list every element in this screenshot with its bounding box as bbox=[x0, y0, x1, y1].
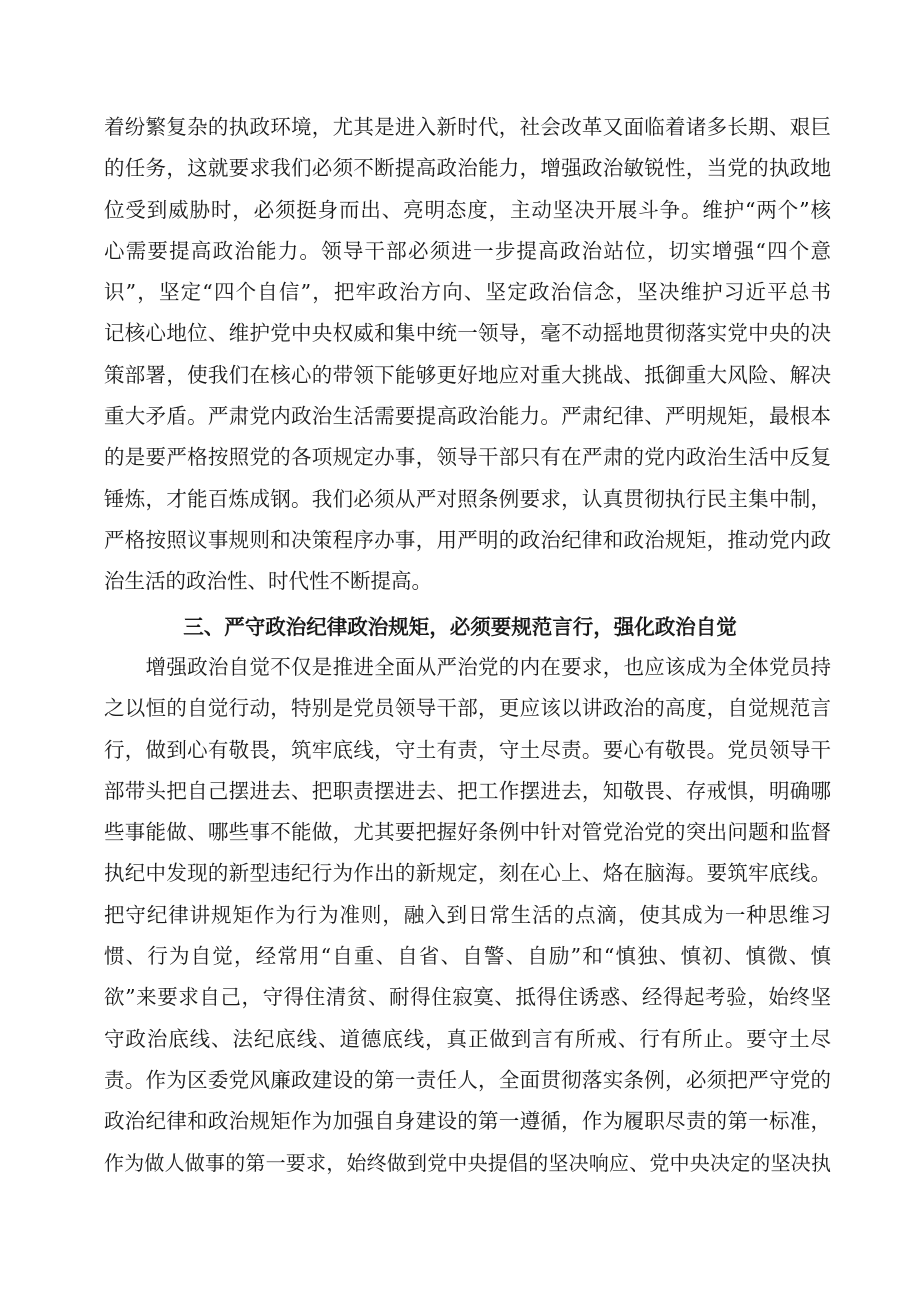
text-line: 着纷繁复杂的执政环境，尤其是进入新时代，社会改革又面临着诸多长期、艰巨 bbox=[104, 115, 831, 139]
text-line: 之以恒的自觉行动，特别是党员领导干部，更应该以讲政治的高度，自觉规范言 bbox=[104, 696, 831, 721]
text-line: 锤炼，才能百炼成钢。我们必须从严对照条例要求，认真贯彻执行民主集中制， bbox=[104, 486, 831, 511]
text-line: 惯、行为自觉，经常用“自重、自省、自警、自励”和“慎独、慎初、慎微、慎 bbox=[104, 944, 831, 969]
text-line: 部带头把自己摆进去、把职责摆进去、把工作摆进去，知敬畏、存戒惧，明确哪 bbox=[104, 778, 831, 803]
text-line: 些事能做、哪些事不能做，尤其要把握好条例中针对管党治党的突出问题和监督 bbox=[104, 820, 831, 845]
text-line: 识”，坚定“四个自信”，把牢政治方向、坚定政治信念，坚决维护习近平总书 bbox=[104, 280, 831, 305]
paragraph-political-self-awareness bbox=[104, 647, 831, 1184]
text-line: 增强政治自觉不仅是推进全面从严治党的内在要求，也应该成为全体党员持 bbox=[104, 655, 831, 679]
text-line: 把守纪律讲规矩作为行为准则，融入到日常生活的点滴，使其成为一种思维习 bbox=[104, 902, 831, 927]
text-line: 欲”来要求自己，守得住清贫、耐得住寂寞、抵得住诱惑、经得起考验，始终坚 bbox=[104, 985, 831, 1010]
text-line: 的任务，这就要求我们必须不断提高政治能力，增强政治敏锐性，当党的执政地 bbox=[104, 156, 831, 181]
text-line: 责。作为区委党风廉政建设的第一责任人，全面贯彻落实条例，必须把严守党的 bbox=[104, 1067, 831, 1092]
text-line: 位受到威胁时，必须挺身而出、亮明态度，主动坚决开展斗争。维护“两个”核 bbox=[104, 197, 831, 222]
text-line: 守政治底线、法纪底线、道德底线，真正做到言有所戒、行有所止。要守土尽 bbox=[104, 1026, 831, 1051]
text-line: 执纪中发现的新型违纪行为作出的新规定，刻在心上、烙在脑海。要筑牢底线。 bbox=[104, 861, 831, 886]
text-line: 记核心地位、维护党中央权威和集中统一领导，毫不动摇地贯彻落实党中央的决 bbox=[104, 321, 831, 346]
text-line: 严格按照议事规则和决策程序办事，用严明的政治纪律和政治规矩，推动党内政 bbox=[104, 527, 831, 552]
text-line: 的是要严格按照党的各项规定办事，领导干部只有在严肃的党内政治生活中反复 bbox=[104, 445, 831, 470]
text-line: 重大矛盾。严肃党内政治生活需要提高政治能力。严肃纪律、严明规矩，最根本 bbox=[104, 404, 831, 429]
text-line: 治生活的政治性、时代性不断提高。 bbox=[104, 569, 432, 594]
text-line: 心需要提高政治能力。领导干部必须进一步提高政治站位，切实增强“四个意 bbox=[104, 238, 831, 263]
section-heading: 三、严守政治纪律政治规矩，必须要规范言行，强化政治自觉 bbox=[183, 615, 737, 639]
text-line: 策部署，使我们在核心的带领下能够更好地应对重大挑战、抵御重大风险、解决 bbox=[104, 362, 831, 387]
text-line: 行，做到心有敬畏，筑牢底线，守土有责，守土尽责。要心有敬畏。党员领导干 bbox=[104, 737, 831, 762]
paragraph-political-capability bbox=[104, 107, 831, 603]
text-line: 作为做人做事的第一要求，始终做到党中央提倡的坚决响应、党中央决定的坚决执 bbox=[104, 1150, 831, 1175]
text-line: 政治纪律和政治规矩作为加强自身建设的第一遵循，作为履职尽责的第一标准， bbox=[104, 1109, 831, 1134]
